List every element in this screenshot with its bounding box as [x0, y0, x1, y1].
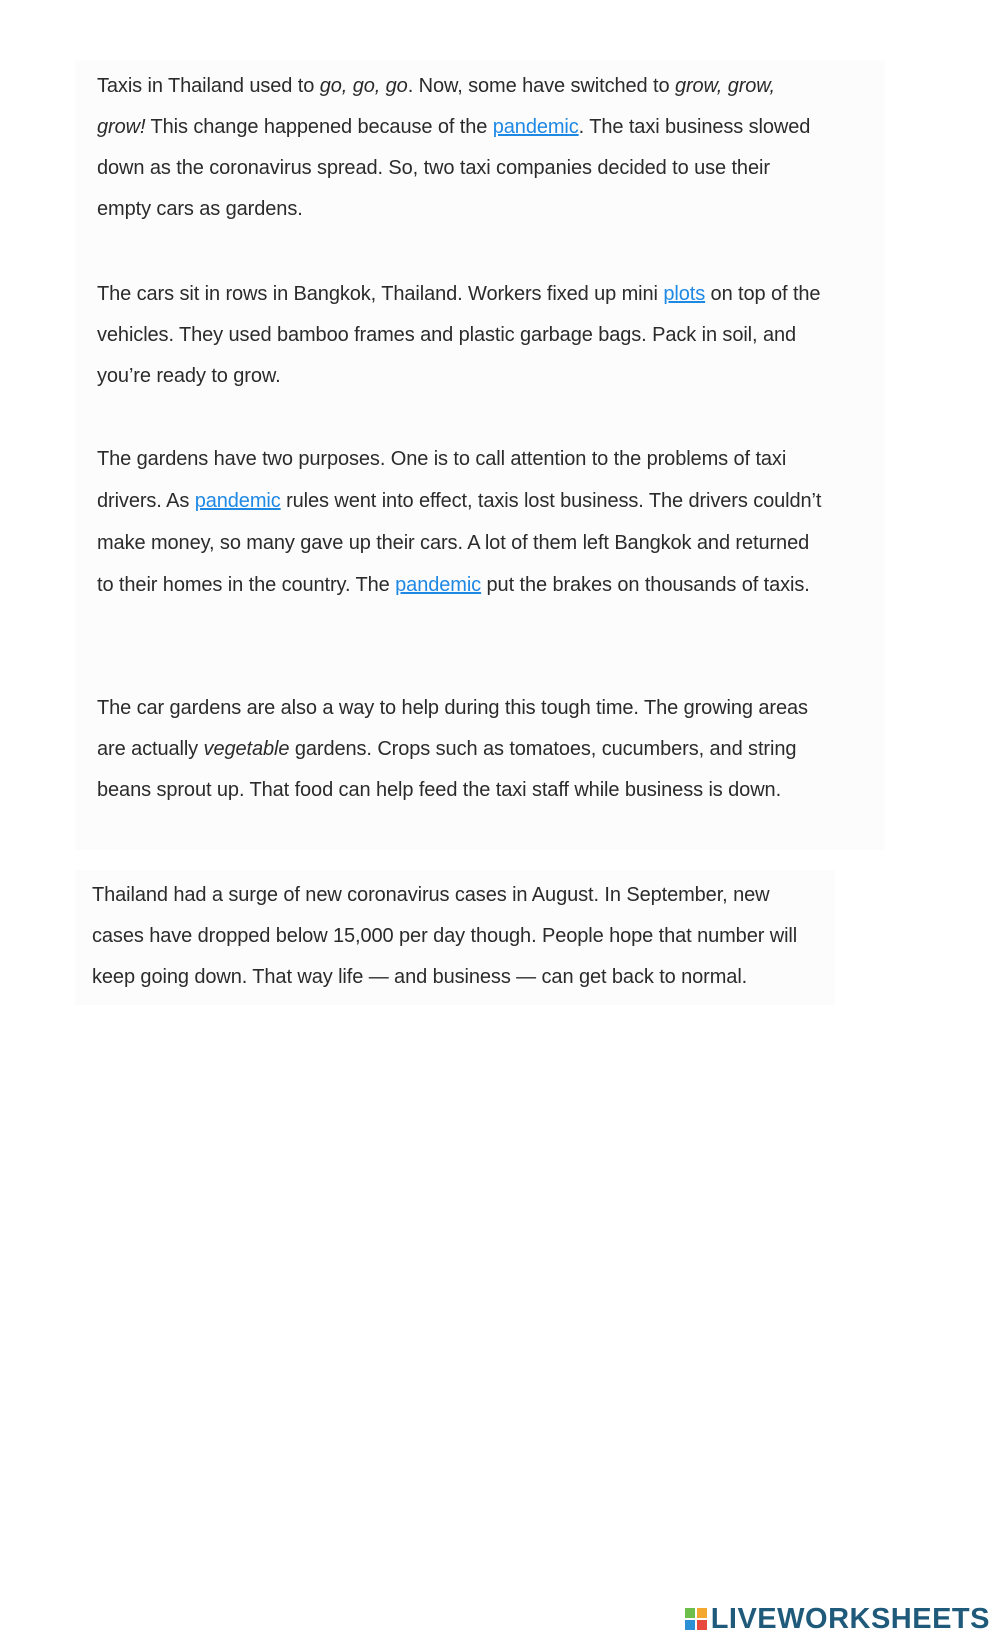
p4-text-a: The car gardens are also a way to help during this tough time. The growing areas are actually	[97, 697, 808, 760]
p1-text-c: This change happened because of the	[145, 116, 493, 138]
paragraph-2	[97, 274, 827, 397]
p1-text-a: Taxis in Thailand used to	[97, 75, 320, 97]
p4-text-b: gardens. Crops such as tomatoes, cucumbers, and string beans sprout up. That food can help feed the taxi staff while business is down.	[97, 738, 797, 801]
pandemic-link[interactable]: pandemic	[492, 116, 579, 138]
liveworksheets-grid-icon	[685, 1608, 707, 1630]
p3-text-a: The gardens have two purposes. One is to call attention to the problems of taxi drivers. As	[97, 448, 787, 512]
plots-link[interactable]: plots	[663, 283, 706, 305]
pandemic-link[interactable]: pandemic	[395, 574, 482, 596]
p1-text-b: . Now, some have switched to	[407, 75, 675, 97]
logo-text: LIVEWORKSHEETS	[710, 1602, 990, 1635]
p3-text-c: put the brakes on thousands of taxis.	[481, 574, 810, 596]
paragraph-1	[97, 66, 827, 230]
p4-italic-vegetable: vegetable	[203, 738, 290, 760]
p1-italic-grow: grow, grow, grow!	[97, 75, 775, 138]
liveworksheets-logo	[685, 1599, 990, 1639]
p3-text-b: rules went into effect, taxis lost business. The drivers couldn’t make money, so many gave up their cars. A lot of them left Bangkok and returned to their homes in the country. The	[97, 490, 822, 596]
p1-italic-go: go, go, go	[319, 75, 408, 97]
paragraph-5: Thailand had a surge of new coronavirus cases in August. In September, new cases have dropped below 15,000 per day though. People hope that number will keep going down. That way life — and business — can get back to normal.	[92, 884, 798, 988]
paragraph-3	[97, 438, 827, 606]
pandemic-link[interactable]: pandemic	[194, 490, 281, 512]
paragraph-4	[97, 688, 827, 811]
p1-text-d: . The taxi business slowed down as the coronavirus spread. So, two taxi companies decided to use their empty cars as gardens.	[97, 116, 811, 220]
p2-text-a: The cars sit in rows in Bangkok, Thailand. Workers fixed up mini	[97, 283, 664, 305]
p2-text-b: on top of the vehicles. They used bamboo frames and plastic garbage bags. Pack in soil, and you’re ready to grow.	[97, 283, 821, 387]
